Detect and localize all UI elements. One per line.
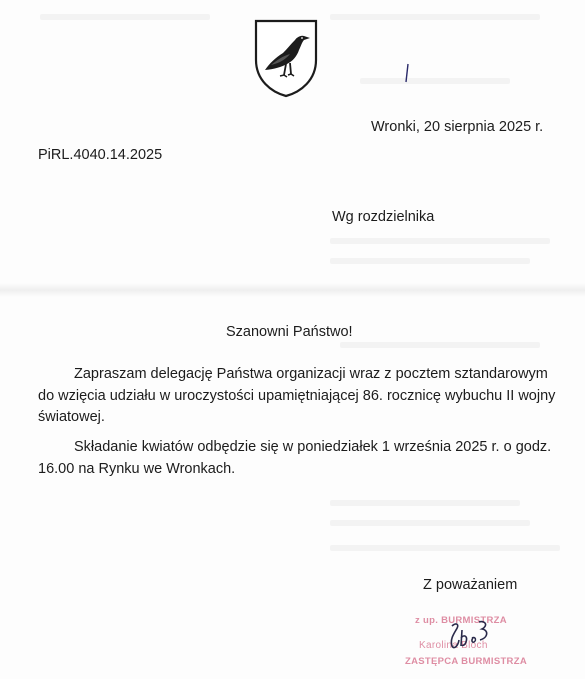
paragraph-line: 16.00 na Rynku we Wronkach. (38, 460, 236, 477)
recipient: Wg rozdzielnika (332, 209, 435, 225)
paper-fold (0, 283, 585, 297)
scan-noise (330, 520, 530, 526)
handwritten-signature-icon (444, 616, 494, 656)
stamp-name: Karolina Bloch (419, 640, 488, 651)
scan-noise (330, 545, 560, 551)
place-and-date: Wronki, 20 sierpnia 2025 r. (371, 119, 544, 135)
scan-noise (360, 78, 510, 84)
raven-coat-of-arms-icon (253, 18, 319, 98)
paragraph-line: Składanie kwiatów odbędzie się w poniedziałek 1 września 2025 r. o godz. (74, 439, 552, 455)
salutation: Szanowni Państwo! (226, 324, 353, 340)
invitation-paragraph (38, 364, 556, 429)
pen-mark-icon (402, 62, 412, 84)
scan-noise (330, 14, 540, 20)
reference-number: PiRL.4040.14.2025 (38, 147, 163, 163)
scan-noise (330, 258, 530, 264)
stamp-title: ZASTĘPCA BURMISTRZA (405, 656, 527, 667)
paragraph-line: Zapraszam delegację Państwa organizacji wraz z pocztem sztandarowym (74, 366, 548, 382)
scan-noise (40, 14, 210, 20)
stamp-line-1: z up. BURMISTRZA (415, 615, 507, 626)
paragraph-line: do wzięcia udziału w uroczystości upamiętniającej 86. rocznicę wybuchu II wojny (38, 387, 556, 404)
details-paragraph (38, 437, 550, 480)
paragraph-line: światowej. (38, 409, 105, 425)
scan-noise (330, 500, 520, 506)
scan-noise (340, 342, 540, 348)
closing: Z poważaniem (423, 577, 518, 593)
scan-noise (330, 238, 550, 244)
